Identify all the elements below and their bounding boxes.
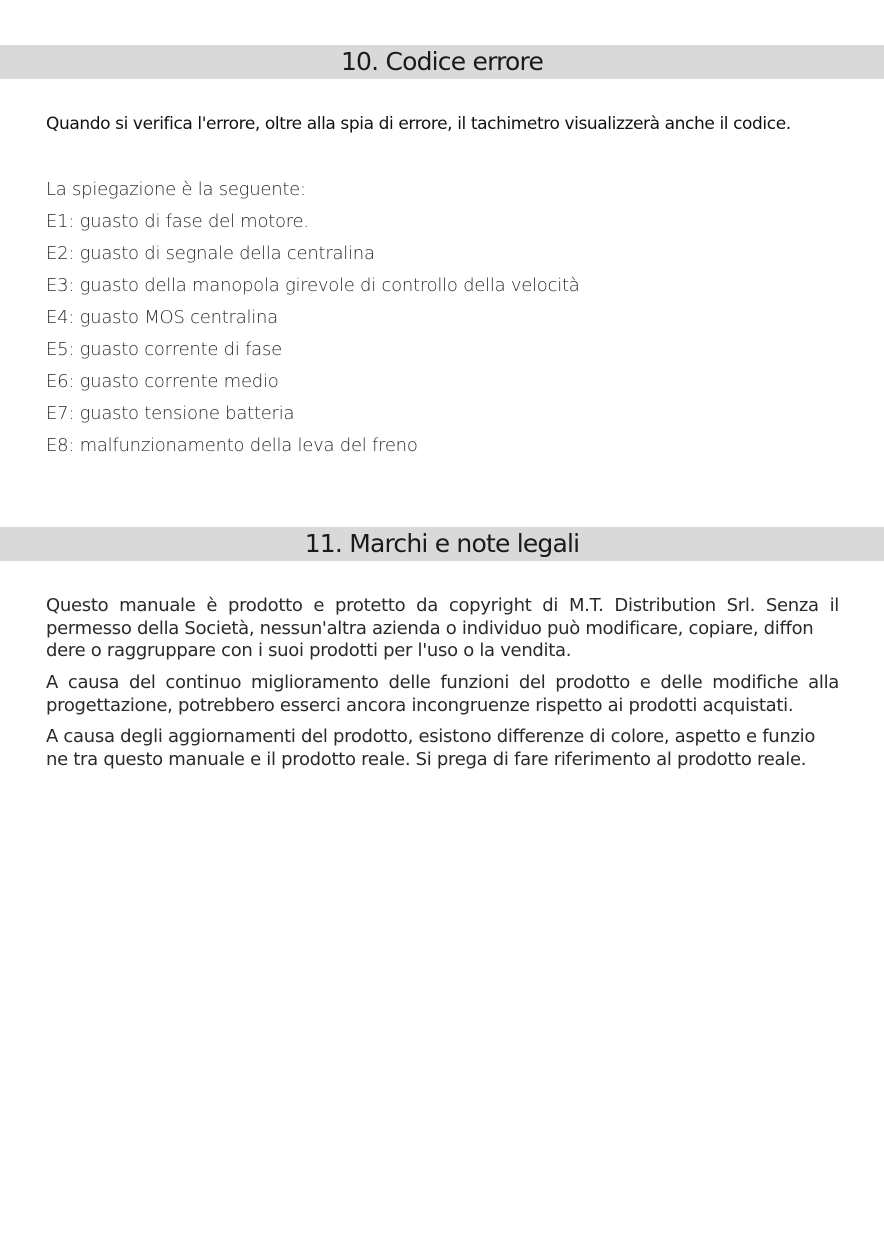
section-title: 11. Marchi e note legali	[304, 529, 580, 558]
legal-line: ne tra questo manuale e il prodotto reale. Si prega di fare riferimento al prodotto reale.	[46, 748, 807, 770]
error-code-item: E5: guasto corrente di fase	[46, 339, 282, 360]
error-intro-text: Quando si verifica l'errore, oltre alla spia di errore, il tachimetro visualizzerà anche il codice.	[46, 114, 791, 134]
error-code-item: E8: malfunzionamento della leva del freno	[46, 435, 418, 456]
error-code-item: E6: guasto corrente medio	[46, 371, 279, 392]
error-code-item: E1: guasto di fase del motore.	[46, 211, 309, 232]
error-code-list	[46, 174, 580, 462]
legal-line: dere o raggruppare con i suoi prodotti per l'uso o la vendita.	[46, 640, 572, 661]
error-code-item: E4: guasto MOS centralina	[46, 307, 278, 328]
legal-line: Questo manuale è prodotto e protetto da copyright di M.T. Distribution Srl. Senza il	[46, 595, 839, 616]
legal-paragraph	[46, 672, 839, 717]
explanation-heading: La spiegazione è la seguente:	[46, 179, 306, 200]
legal-line: A causa del continuo miglioramento delle funzioni del prodotto e delle modifiche alla	[46, 672, 839, 693]
section-header-legal	[0, 527, 884, 561]
legal-paragraph	[46, 726, 839, 771]
legal-line: permesso della Società, nessun'altra azienda o individuo può modificare, copiare, diffon	[46, 617, 814, 639]
legal-paragraph	[46, 595, 839, 663]
error-code-item: E7: guasto tensione batteria	[46, 403, 295, 424]
error-code-item: E3: guasto della manopola girevole di controllo della velocità	[46, 275, 580, 296]
section-header-error-codes	[0, 45, 884, 79]
section-title: 10. Codice errore	[340, 47, 544, 76]
legal-line: A causa degli aggiornamenti del prodotto, esistono differenze di colore, aspetto e funzio	[46, 726, 816, 747]
error-code-item: E2: guasto di segnale della centralina	[46, 243, 375, 264]
legal-line: progettazione, potrebbero esserci ancora incongruenze rispetto ai prodotti acquistati.	[46, 694, 794, 716]
